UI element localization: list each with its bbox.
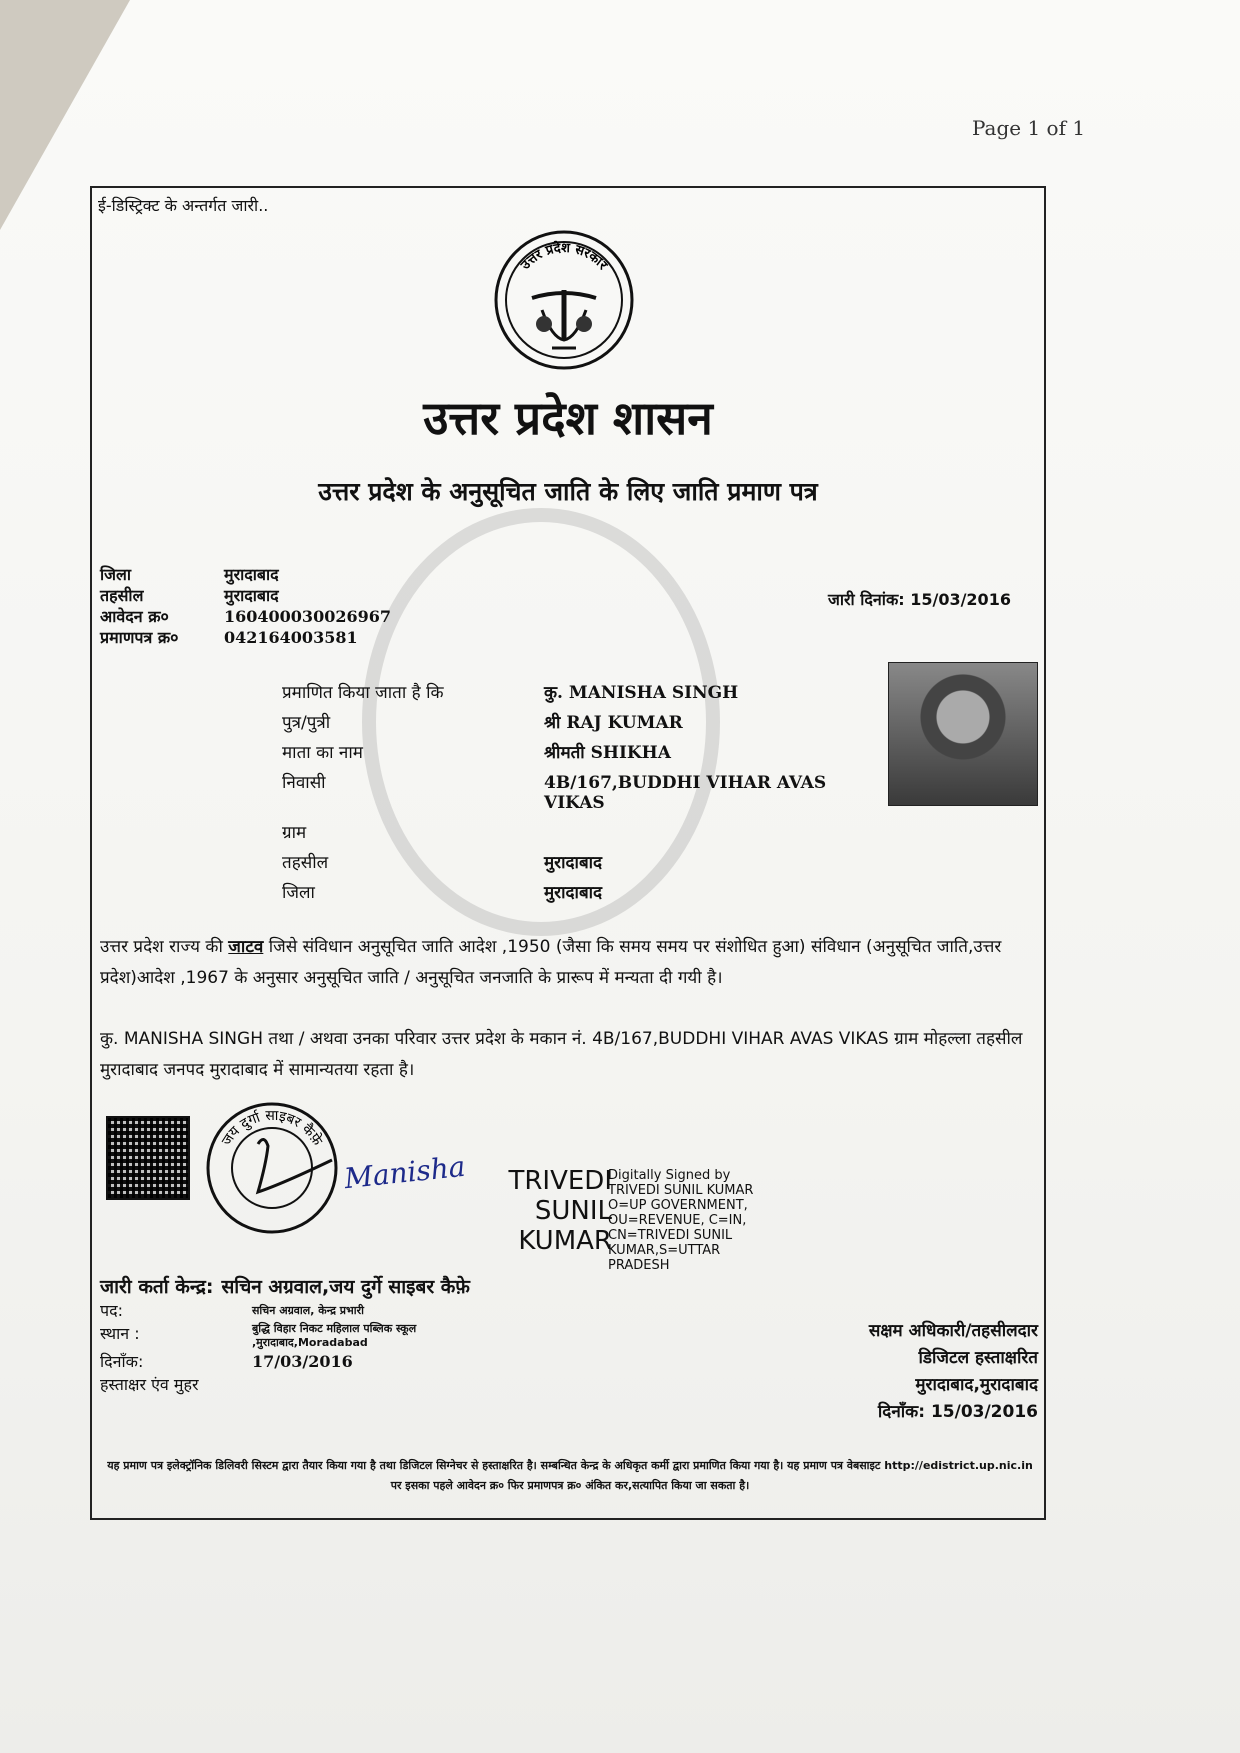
caste-statement-end: जिसे संविधान अनुसूचित जाति आदेश ,1950 (जैसा कि समय समय पर संशोधित हुआ) संविधान (अनुसूचित जाति,उत्तर प्रदेश)आदेश ,1967 के अनुसार अनुसूचित जाति / अनुसूचित जनजाति के प्रारूप में मन्यता दी गयी है। [100,937,1002,988]
detail-row [282,678,834,708]
caste-statement [100,932,1040,994]
meta-value: मुरादाबाद [224,586,279,605]
caste-certificate [90,186,1046,1520]
meta-row-tehsil [100,585,391,606]
applicant-photo [888,662,1038,806]
detail-label: निवासी [282,773,326,793]
meta-label: जिला [100,565,132,584]
detail-value: 4B/167,BUDDHI VIHAR AVAS VIKAS [544,773,827,813]
applicant-signature: Manisha [342,1149,467,1196]
issuer-center-value: सचिन अग्रवाल,जय दुर्गे साइबर कैफ़े [221,1276,470,1298]
detail-label: पुत्र/पुत्री [282,713,331,733]
meta-label: प्रमाणपत्र क्र० [100,628,179,647]
detail-row [282,848,834,878]
detail-value [544,818,834,848]
digital-signature-details: Digitally Signed by TRIVEDI SUNIL KUMAR O=UP GOVERNMENT, OU=REVENUE, C=IN, CN=TRIVEDI SUNIL KUMAR,S=UTTAR PRADESH [608,1168,754,1273]
page-number: Page 1 of 1 [972,116,1086,140]
cafe-stamp-icon [202,1098,342,1238]
issuer-date-value: 17/03/2016 [252,1352,353,1371]
e-district-header: ई-डिस्ट्रिक्ट के अन्तर्गत जारी.. [98,196,269,215]
meta-value: मुरादाबाद [224,565,279,584]
issue-date-label: जारी दिनांक: [828,590,905,609]
meta-label: तहसील [100,586,144,605]
caste-name: जाटव [228,937,264,957]
caste-statement-start: उत्तर प्रदेश राज्य की [100,937,229,957]
signer-line: KUMAR [518,1226,612,1256]
meta-row-district [100,564,391,585]
detail-row [282,708,834,738]
issue-date [828,588,1011,610]
emblem-text: उत्तर प्रदेश सरकार [518,240,610,273]
issuer-post-value: सचिन अग्रवाल, केन्द्र प्रभारी [252,1304,364,1317]
issuer-sign-label: हस्ताक्षर एंव मुहर [100,1375,199,1394]
meta-value: 042164003581 [224,628,358,647]
issuer-row [100,1350,470,1373]
issuer-row [100,1322,470,1350]
detail-row [282,768,834,818]
government-title: उत्तर प्रदेश शासन [423,391,713,445]
authority-date [812,1399,1038,1426]
detail-value: कु. MANISHA SINGH [544,683,739,703]
meta-row-application-no [100,606,391,627]
svg-text:उत्तर प्रदेश सरकार [517,240,610,274]
issue-date-value: 15/03/2016 [910,590,1011,609]
issuer-row [100,1276,470,1299]
issuer-row [100,1373,470,1396]
competent-authority [812,1318,1038,1426]
detail-value: श्रीमती SHIKHA [544,743,671,763]
issuer-center-label: जारी कर्ता केन्द्र: [100,1276,214,1298]
detail-label: तहसील [282,853,329,873]
detail-value: मुरादाबाद [544,883,603,903]
issuer-place-label: स्थान : [100,1324,140,1343]
issuer-post-label: पद: [100,1301,123,1320]
meta-row-certificate-no [100,627,391,648]
detail-row [282,738,834,768]
authority-title: सक्षम अधिकारी/तहसीलदार [868,1321,1038,1341]
signer-line: SUNIL [534,1196,612,1226]
qr-code-icon [106,1116,190,1200]
authority-signed: डिजिटल हस्ताक्षरित [918,1348,1038,1368]
meta-info [100,564,391,648]
meta-value: 160400030026967 [224,607,391,626]
authority-place: मुरादाबाद,मुरादाबाद [915,1375,1038,1395]
signer-line: TRIVEDI [508,1166,612,1196]
digital-signer-name [490,1166,612,1256]
detail-row [282,878,834,908]
applicant-details [282,678,834,908]
authority-date-label: दिनाँक: [877,1402,926,1422]
detail-value: मुरादाबाद [544,853,603,873]
footer-note: यह प्रमाण पत्र इलेक्ट्रॉनिक डिलिवरी सिस्टम द्वारा तैयार किया गया है तथा डिजिटल सिग्नेचर से हस्ताक्षरित है। सम्बन्धित केन्द्र के अधिकृत कर्मी द्वारा प्रमाणित किया गया है। यह प्रमाण पत्र वेबसाइट http://edistrict.up.nic.in पर इसका पहले आवेदन क्र० फिर प्रमाणपत्र क्र० अंकित कर,सत्यापित किया जा सकता है। [107,1459,1033,1492]
detail-label: प्रमाणित किया जाता है कि [282,683,444,703]
certificate-title: उत्तर प्रदेश के अनुसूचित जाति के लिए जाति प्रमाण पत्र [318,477,818,506]
issuer-date-label: दिनाँक: [100,1352,144,1371]
detail-label: जिला [282,883,315,903]
issuer-place-value: बुद्धि विहार निकट महिलाल पब्लिक स्कूल ,मुरादाबाद,Moradabad [252,1322,417,1349]
residence-statement: कु. MANISHA SINGH तथा / अथवा उनका परिवार उत्तर प्रदेश के मकान नं. 4B/167,BUDDHI VIHAR AVAS VIKAS ग्राम मोहल्ला तहसील मुरादाबाद जनपद मुरादाबाद में सामान्यतया रहता है। [100,1029,1023,1080]
detail-label: माता का नाम [282,743,363,763]
issuer-row [100,1299,470,1322]
detail-row [282,818,834,848]
up-emblem-icon [492,228,636,372]
meta-label: आवेदन क्र० [100,607,169,626]
detail-value: श्री RAJ KUMAR [544,713,683,733]
detail-label: ग्राम [282,823,307,843]
authority-date-value: 15/03/2016 [930,1402,1038,1422]
cafe-stamp-text: जय दुर्गा साइबर कैफ़े [218,1107,326,1149]
issuing-center [100,1276,470,1396]
